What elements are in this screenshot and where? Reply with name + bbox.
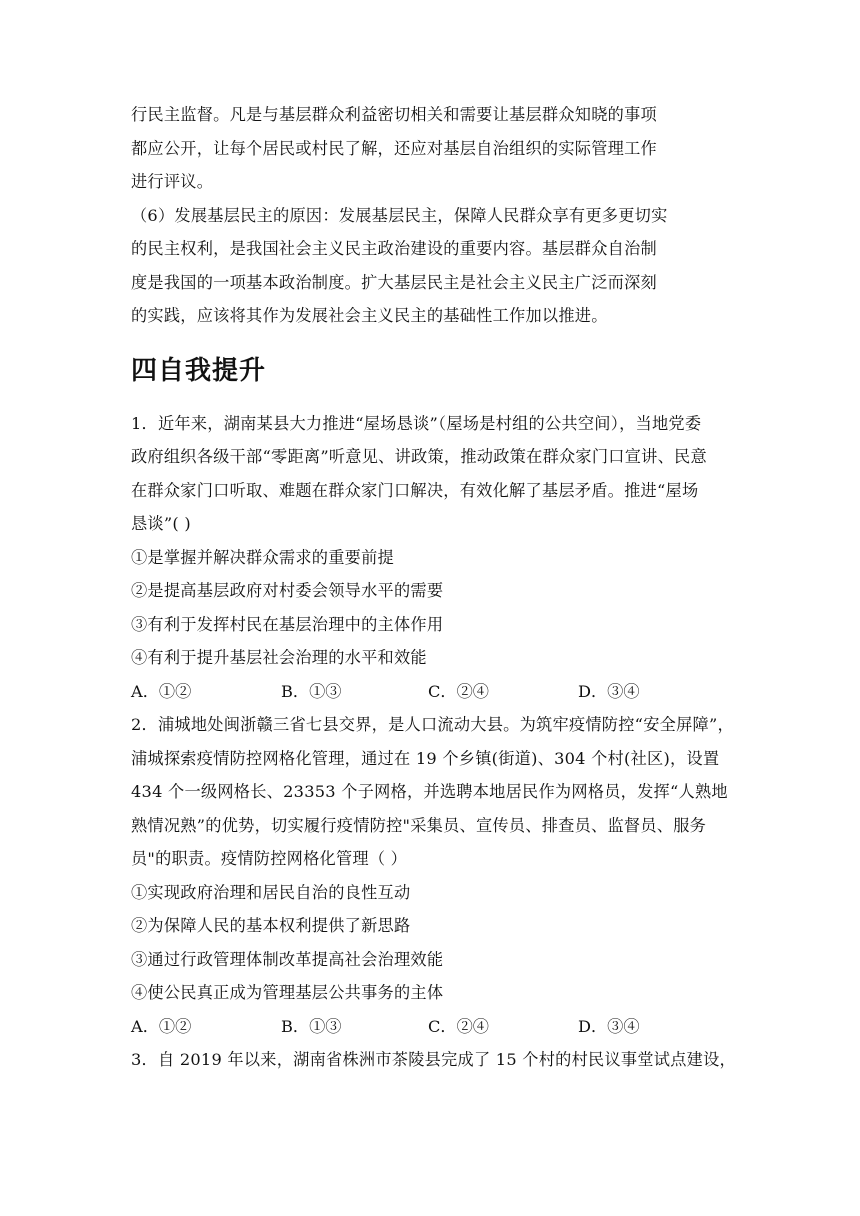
- answer-options: [131, 1010, 731, 1044]
- statement-item: ①实现政府治理和居民自治的良性互动: [131, 882, 411, 902]
- text-line: 都应公开，让每个居民或村民了解，还应对基层自治组织的实际管理工作: [131, 138, 657, 158]
- statement-item: ③通过行政管理体制改革提高社会治理效能: [131, 949, 444, 969]
- option-d: D．③④: [578, 681, 640, 701]
- question-1: [131, 407, 731, 709]
- option-b: B．①③: [281, 1016, 342, 1036]
- question-stem-line: 在群众家门口听取、难题在群众家门口解决，有效化解了基层矛盾。推进“屋场: [131, 480, 699, 500]
- option-b: B．①③: [281, 681, 342, 701]
- section-heading: 四自我提升: [131, 355, 267, 386]
- statement-item: ②是提高基层政府对村委会领导水平的需要: [131, 581, 444, 600]
- statement-item: ④使公民真正成为管理基层公共事务的主体: [131, 983, 444, 1002]
- question-stem-line: 员"的职责。疫情防控网格化管理（ ）: [131, 849, 408, 868]
- intro-paragraph: [131, 98, 731, 333]
- text-line: 度是我国的一项基本政治制度。扩大基层民主是社会主义民主广泛而深刻: [131, 272, 657, 292]
- option-c: C．②④: [428, 681, 489, 701]
- option-c: C．②④: [428, 1016, 489, 1036]
- option-a: A．①②: [131, 681, 192, 701]
- option-a: A．①②: [131, 1016, 192, 1036]
- question-stem-line: 2．浦城地处闽浙赣三省七县交界，是人口流动大县。为筑牢疫情防控“安全屏障”，: [131, 715, 734, 734]
- question-stem-line: 434 个一级网格长、23353 个子网格，并选聘本地居民作为网格员，发挥“人熟地: [131, 782, 728, 801]
- document-content: [131, 98, 736, 1077]
- question-2: [131, 708, 734, 1043]
- answer-options: [131, 675, 731, 709]
- text-line: 的实践，应该将其作为发展社会主义民主的基础性工作加以推进。: [131, 306, 608, 325]
- statement-item: ①是掌握并解决群众需求的重要前提: [131, 547, 394, 567]
- question-stem-line: 浦城探索疫情防控网格化管理，通过在 19 个乡镇(街道)、304 个村(社区)，设置: [131, 748, 720, 768]
- statement-item: ③有利于发挥村民在基层治理中的主体作用: [131, 614, 444, 634]
- text-line: 行民主监督。凡是与基层群众利益密切相关和需要让基层群众知晓的事项: [131, 105, 657, 124]
- text-line: 进行评议。: [131, 172, 214, 191]
- statement-item: ④有利于提升基层社会治理的水平和效能: [131, 648, 427, 667]
- question-stem-line: 熟情况熟”的优势，切实履行疫情防控"采集员、宣传员、排查员、监督员、服务: [131, 815, 707, 835]
- text-line: 的民主权利，是我国社会主义民主政治建设的重要内容。基层群众自治制: [131, 239, 657, 258]
- question-3: [131, 1043, 736, 1077]
- question-stem-line: 政府组织各级干部“零距离”听意见、讲政策，推动政策在群众家门口宣讲、民意: [131, 447, 707, 466]
- question-stem-line: 1．近年来，湖南某县大力推进“屋场恳谈”（屋场是村组的公共空间），当地党委: [131, 413, 702, 433]
- option-d: D．③④: [578, 1016, 640, 1036]
- statement-item: ②为保障人民的基本权利提供了新思路: [131, 916, 411, 935]
- text-line: （6）发展基层民主的原因：发展基层民主，保障人民群众享有更多更切实: [131, 205, 668, 225]
- question-stem-line: 3．自 2019 年以来，湖南省株洲市茶陵县完成了 15 个村的村民议事堂试点建设，: [131, 1050, 736, 1069]
- question-stem-line: 恳谈”( ): [131, 514, 191, 533]
